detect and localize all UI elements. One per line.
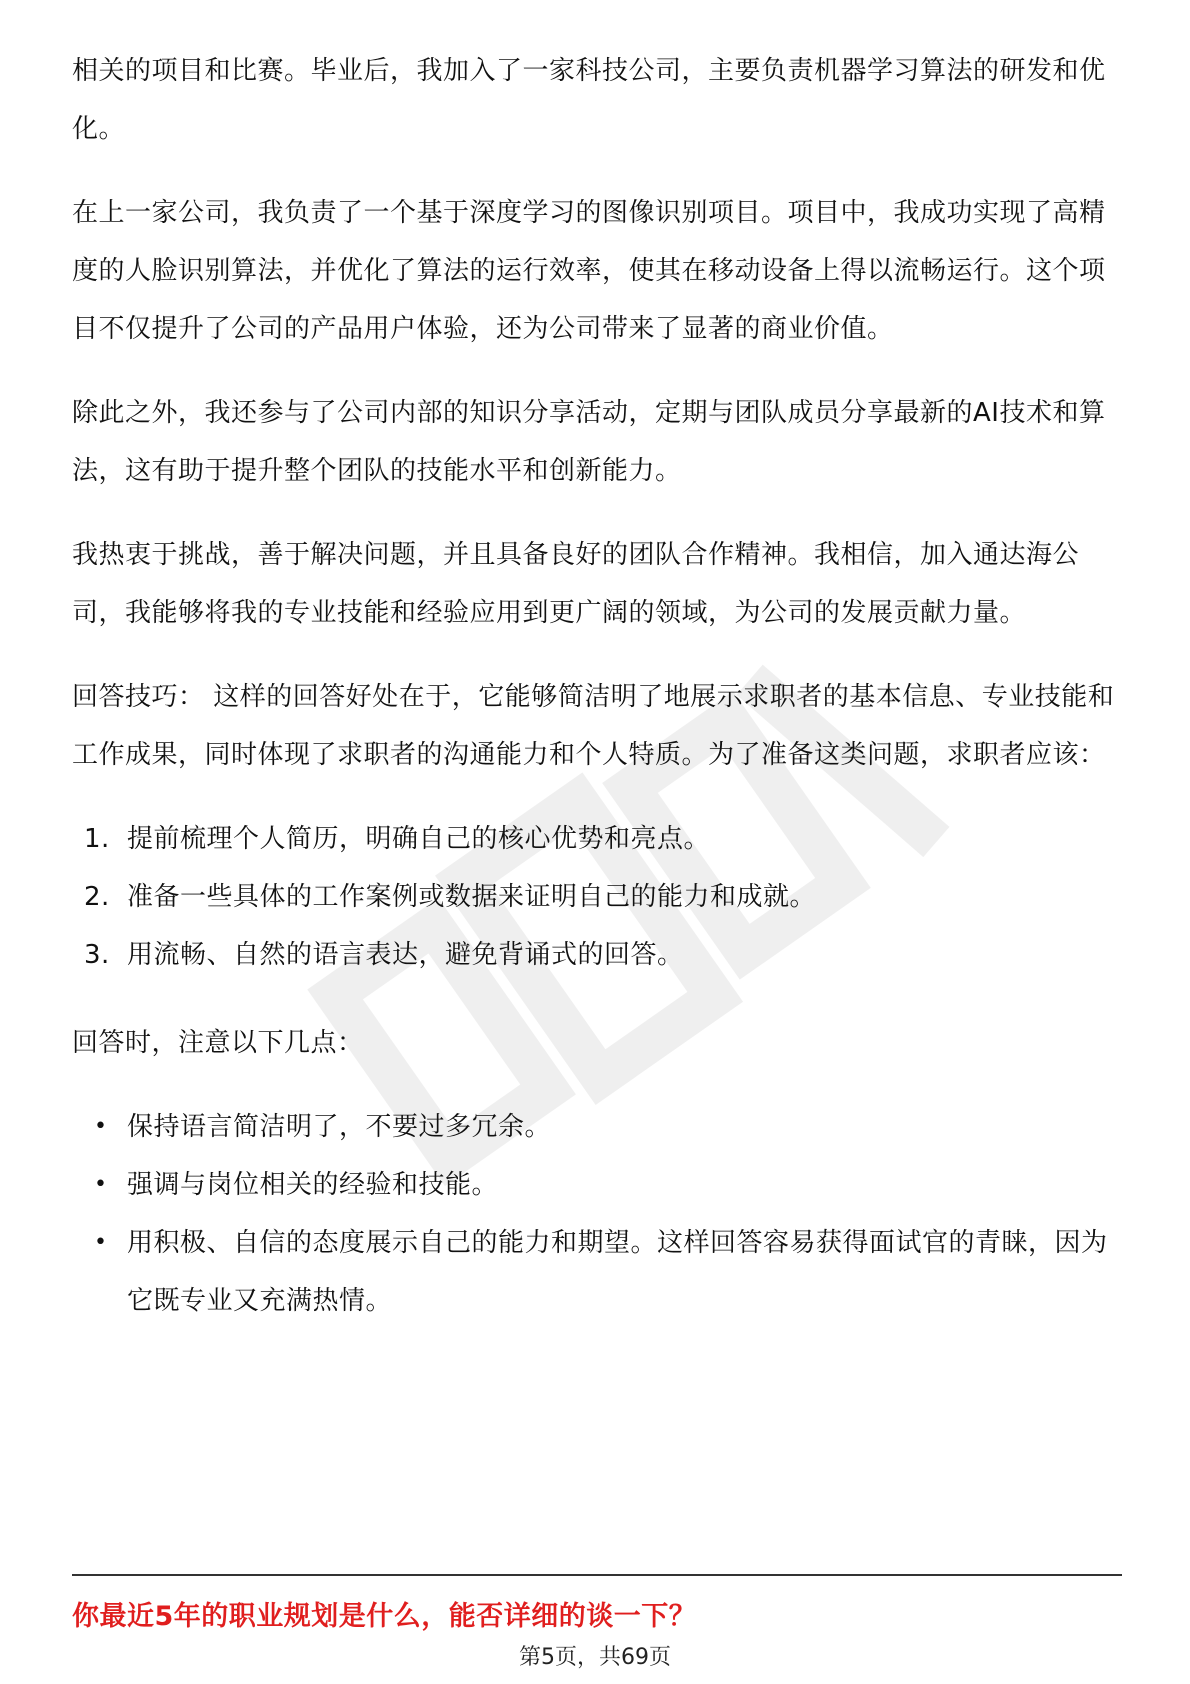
paragraph: 我热衷于挑战，善于解决问题，并且具备良好的团队合作精神。我相信，加入通达海公司，我能够将我的专业技能和经验应用到更广阔的领域，为公司的发展贡献力量。 [72, 540, 1080, 628]
bullet-icon: • [94, 1230, 108, 1255]
paragraph: 在上一家公司，我负责了一个基于深度学习的图像识别项目。项目中，我成功实现了高精度的人脸识别算法，并优化了算法的运行效率，使其在移动设备上得以流畅运行。这个项目不仅提升了公司的产品用户体验，还为公司带来了显著的商业价值。 [72, 198, 1106, 344]
next-question-heading: 你最近5年的职业规划是什么，能否详细的谈一下？ [72, 1601, 697, 1632]
list-number: 2. [84, 882, 110, 912]
list-item-text: 用流畅、自然的语言表达，避免背诵式的回答。 [127, 940, 684, 970]
list-item-text: 保持语言简洁明了，不要过多冗余。 [127, 1112, 552, 1142]
list-item [72, 868, 1122, 926]
bullet-icon: • [94, 1172, 108, 1197]
bullet-icon: • [94, 1114, 108, 1139]
divider [72, 1574, 1122, 1576]
paragraph: 相关的项目和比赛。毕业后，我加入了一家科技公司，主要负责机器学习算法的研发和优化。 [72, 56, 1106, 144]
list-item [72, 1214, 1122, 1330]
list-item-text: 用积极、自信的态度展示自己的能力和期望。这样回答容易获得面试官的青睐，因为它既专业又充满热情。 [127, 1228, 1108, 1316]
list-item-text: 准备一些具体的工作案例或数据来证明自己的能力和成就。 [127, 882, 817, 912]
list-item [72, 1098, 1122, 1156]
answer-tips-paragraph: 回答技巧： 这样的回答好处在于，它能够简洁明了地展示求职者的基本信息、专业技能和工作成果，同时体现了求职者的沟通能力和个人特质。为了准备这类问题，求职者应该： [72, 682, 1115, 770]
notes-heading: 回答时，注意以下几点： [72, 1028, 364, 1058]
paragraph: 除此之外，我还参与了公司内部的知识分享活动，定期与团队成员分享最新的AI技术和算法，这有助于提升整个团队的技能水平和创新能力。 [72, 398, 1106, 486]
numbered-list [72, 810, 1122, 984]
list-item [72, 810, 1122, 868]
list-item [72, 1156, 1122, 1214]
list-number: 3. [84, 940, 110, 970]
list-number: 1. [84, 824, 110, 854]
main-content [72, 42, 1122, 1360]
page-footer: 第5页，共69页 [519, 1645, 671, 1670]
list-item-text: 强调与岗位相关的经验和技能。 [127, 1170, 499, 1200]
bullet-list [72, 1098, 1122, 1330]
list-item [72, 926, 1122, 984]
list-item-text: 提前梳理个人简历，明确自己的核心优势和亮点。 [127, 824, 711, 854]
